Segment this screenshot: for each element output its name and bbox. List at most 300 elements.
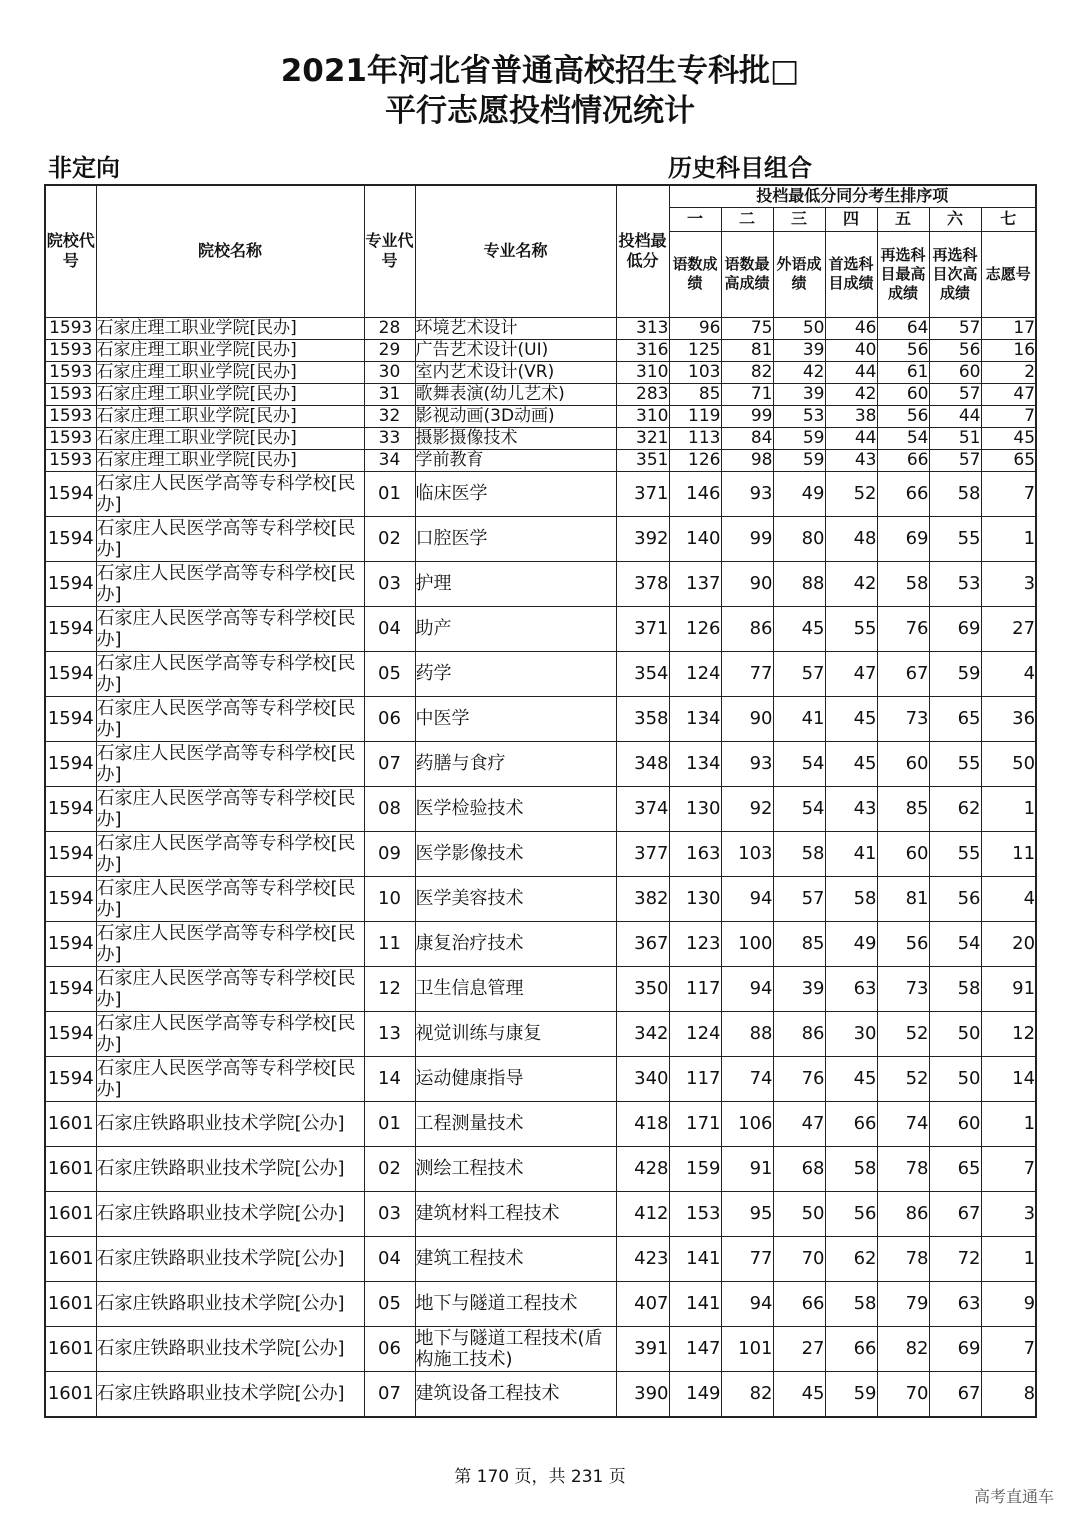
rank-value-cell: 81 [721, 339, 773, 361]
header-rank-label: 三 [773, 207, 825, 231]
school-name-cell: 石家庄铁路职业技术学院[公办] [96, 1371, 364, 1417]
table-row [45, 1146, 1036, 1191]
rank-value-cell: 85 [773, 921, 825, 966]
rank-value-cell: 85 [669, 383, 721, 405]
rank-value-cell: 55 [929, 741, 981, 786]
major-name-cell: 医学检验技术 [415, 786, 616, 831]
table-row [45, 1281, 1036, 1326]
header-rank-item: 外语成绩 [773, 231, 825, 317]
rank-value-cell: 41 [773, 696, 825, 741]
rank-value-cell: 7 [981, 1146, 1036, 1191]
rank-value-cell: 72 [929, 1236, 981, 1281]
rank-value-cell: 63 [929, 1281, 981, 1326]
major-code-cell: 31 [364, 383, 415, 405]
table-row [45, 449, 1036, 471]
rank-value-cell: 94 [721, 1281, 773, 1326]
school-name-cell: 石家庄人民医学高等专科学校[民办] [96, 561, 364, 606]
school-name-cell: 石家庄人民医学高等专科学校[民办] [96, 831, 364, 876]
major-name-cell: 药膳与食疗 [415, 741, 616, 786]
rank-value-cell: 98 [721, 449, 773, 471]
rank-value-cell: 66 [825, 1101, 877, 1146]
rank-value-cell: 58 [825, 876, 877, 921]
school-code-cell: 1594 [45, 966, 96, 1011]
major-code-cell: 08 [364, 786, 415, 831]
table-row [45, 876, 1036, 921]
major-code-cell: 28 [364, 317, 415, 339]
major-name-cell: 学前教育 [415, 449, 616, 471]
min-score-cell: 377 [616, 831, 669, 876]
major-name-cell: 广告艺术设计(UI) [415, 339, 616, 361]
rank-value-cell: 103 [721, 831, 773, 876]
table-row [45, 1371, 1036, 1417]
rank-value-cell: 39 [773, 383, 825, 405]
major-code-cell: 01 [364, 1101, 415, 1146]
major-name-cell: 康复治疗技术 [415, 921, 616, 966]
min-score-cell: 390 [616, 1371, 669, 1417]
rank-value-cell: 126 [669, 449, 721, 471]
rank-value-cell: 7 [981, 405, 1036, 427]
rank-value-cell: 65 [929, 696, 981, 741]
rank-value-cell: 67 [929, 1371, 981, 1417]
rank-value-cell: 58 [929, 966, 981, 1011]
major-code-cell: 03 [364, 561, 415, 606]
min-score-cell: 351 [616, 449, 669, 471]
rank-value-cell: 101 [721, 1326, 773, 1371]
major-code-cell: 33 [364, 427, 415, 449]
rank-value-cell: 123 [669, 921, 721, 966]
rank-value-cell: 84 [721, 427, 773, 449]
min-score-cell: 418 [616, 1101, 669, 1146]
header-rank-label: 五 [877, 207, 929, 231]
major-name-cell: 视觉训练与康复 [415, 1011, 616, 1056]
rank-value-cell: 77 [721, 651, 773, 696]
rank-value-cell: 52 [825, 471, 877, 516]
major-name-cell: 医学美容技术 [415, 876, 616, 921]
major-code-cell: 06 [364, 1326, 415, 1371]
school-code-cell: 1593 [45, 427, 96, 449]
rank-value-cell: 60 [929, 1101, 981, 1146]
rank-value-cell: 47 [773, 1101, 825, 1146]
rank-value-cell: 57 [773, 876, 825, 921]
rank-value-cell: 171 [669, 1101, 721, 1146]
rank-value-cell: 53 [929, 561, 981, 606]
header-rank-item: 再选科目次高成绩 [929, 231, 981, 317]
school-name-cell: 石家庄铁路职业技术学院[公办] [96, 1326, 364, 1371]
rank-value-cell: 54 [773, 786, 825, 831]
rank-value-cell: 74 [877, 1101, 929, 1146]
rank-value-cell: 55 [929, 831, 981, 876]
rank-value-cell: 88 [721, 1011, 773, 1056]
table-row [45, 561, 1036, 606]
major-name-cell: 建筑工程技术 [415, 1236, 616, 1281]
rank-value-cell: 44 [825, 361, 877, 383]
rank-value-cell: 58 [929, 471, 981, 516]
rank-value-cell: 134 [669, 741, 721, 786]
rank-value-cell: 49 [773, 471, 825, 516]
rank-value-cell: 74 [721, 1056, 773, 1101]
major-code-cell: 29 [364, 339, 415, 361]
rank-value-cell: 56 [877, 339, 929, 361]
school-name-cell: 石家庄人民医学高等专科学校[民办] [96, 876, 364, 921]
table-row [45, 786, 1036, 831]
table-row [45, 831, 1036, 876]
rank-value-cell: 56 [929, 339, 981, 361]
rank-value-cell: 94 [721, 966, 773, 1011]
rank-value-cell: 9 [981, 1281, 1036, 1326]
header-school-name: 院校名称 [96, 185, 364, 317]
rank-value-cell: 69 [929, 1326, 981, 1371]
page-title-line1: 2021年河北省普通高校招生专科批□ [280, 53, 800, 89]
table-row [45, 606, 1036, 651]
school-name-cell: 石家庄理工职业学院[民办] [96, 361, 364, 383]
major-name-cell: 临床医学 [415, 471, 616, 516]
table-row [45, 651, 1036, 696]
school-name-cell: 石家庄人民医学高等专科学校[民办] [96, 471, 364, 516]
rank-value-cell: 3 [981, 1191, 1036, 1236]
rank-value-cell: 54 [773, 741, 825, 786]
min-score-cell: 316 [616, 339, 669, 361]
major-name-cell: 运动健康指导 [415, 1056, 616, 1101]
min-score-cell: 428 [616, 1146, 669, 1191]
rank-value-cell: 45 [825, 741, 877, 786]
rank-value-cell: 50 [981, 741, 1036, 786]
major-code-cell: 03 [364, 1191, 415, 1236]
header-major-code: 专业代号 [364, 185, 415, 317]
rank-value-cell: 93 [721, 471, 773, 516]
rank-value-cell: 76 [877, 606, 929, 651]
rank-value-cell: 64 [877, 317, 929, 339]
major-name-cell: 建筑设备工程技术 [415, 1371, 616, 1417]
rank-value-cell: 59 [773, 427, 825, 449]
rank-value-cell: 39 [773, 339, 825, 361]
school-name-cell: 石家庄铁路职业技术学院[公办] [96, 1101, 364, 1146]
min-score-cell: 321 [616, 427, 669, 449]
school-code-cell: 1601 [45, 1101, 96, 1146]
rank-value-cell: 1 [981, 1101, 1036, 1146]
major-code-cell: 05 [364, 651, 415, 696]
rank-value-cell: 8 [981, 1371, 1036, 1417]
school-name-cell: 石家庄人民医学高等专科学校[民办] [96, 516, 364, 561]
rank-value-cell: 91 [721, 1146, 773, 1191]
school-code-cell: 1594 [45, 921, 96, 966]
rank-value-cell: 52 [877, 1011, 929, 1056]
major-code-cell: 06 [364, 696, 415, 741]
table-row [45, 921, 1036, 966]
rank-value-cell: 86 [877, 1191, 929, 1236]
major-name-cell: 地下与隧道工程技术(盾构施工技术) [415, 1326, 616, 1371]
rank-value-cell: 146 [669, 471, 721, 516]
min-score-cell: 342 [616, 1011, 669, 1056]
school-code-cell: 1594 [45, 516, 96, 561]
header-rank-label: 二 [721, 207, 773, 231]
major-code-cell: 04 [364, 1236, 415, 1281]
table-row [45, 361, 1036, 383]
rank-value-cell: 68 [773, 1146, 825, 1191]
rank-value-cell: 124 [669, 1011, 721, 1056]
rank-value-cell: 54 [929, 921, 981, 966]
rank-value-cell: 45 [981, 427, 1036, 449]
rank-value-cell: 73 [877, 696, 929, 741]
major-name-cell: 医学影像技术 [415, 831, 616, 876]
major-code-cell: 02 [364, 516, 415, 561]
header-rank-item: 语数最高成绩 [721, 231, 773, 317]
rank-value-cell: 38 [825, 405, 877, 427]
rank-value-cell: 1 [981, 516, 1036, 561]
rank-value-cell: 70 [877, 1371, 929, 1417]
rank-value-cell: 85 [877, 786, 929, 831]
school-name-cell: 石家庄人民医学高等专科学校[民办] [96, 696, 364, 741]
major-name-cell: 药学 [415, 651, 616, 696]
table-row [45, 516, 1036, 561]
table-row [45, 471, 1036, 516]
rank-value-cell: 27 [981, 606, 1036, 651]
rank-value-cell: 76 [773, 1056, 825, 1101]
rank-value-cell: 53 [773, 405, 825, 427]
rank-value-cell: 56 [877, 405, 929, 427]
rank-value-cell: 11 [981, 831, 1036, 876]
rank-value-cell: 119 [669, 405, 721, 427]
table-row [45, 427, 1036, 449]
rank-value-cell: 159 [669, 1146, 721, 1191]
school-name-cell: 石家庄理工职业学院[民办] [96, 339, 364, 361]
rank-value-cell: 99 [721, 405, 773, 427]
school-name-cell: 石家庄理工职业学院[民办] [96, 427, 364, 449]
rank-value-cell: 7 [981, 471, 1036, 516]
major-code-cell: 01 [364, 471, 415, 516]
rank-value-cell: 95 [721, 1191, 773, 1236]
rank-value-cell: 42 [773, 361, 825, 383]
rank-value-cell: 126 [669, 606, 721, 651]
rank-value-cell: 66 [773, 1281, 825, 1326]
rank-value-cell: 67 [877, 651, 929, 696]
rank-value-cell: 81 [877, 876, 929, 921]
major-code-cell: 12 [364, 966, 415, 1011]
rank-value-cell: 43 [825, 449, 877, 471]
header-tie-group: 投档最低分同分考生排序项 [669, 185, 1036, 207]
school-name-cell: 石家庄人民医学高等专科学校[民办] [96, 1056, 364, 1101]
rank-value-cell: 43 [825, 786, 877, 831]
major-code-cell: 11 [364, 921, 415, 966]
major-code-cell: 07 [364, 741, 415, 786]
rank-value-cell: 149 [669, 1371, 721, 1417]
rank-value-cell: 4 [981, 651, 1036, 696]
rank-value-cell: 44 [825, 427, 877, 449]
rank-value-cell: 99 [721, 516, 773, 561]
header-rank-label: 一 [669, 207, 721, 231]
major-name-cell: 歌舞表演(幼儿艺术) [415, 383, 616, 405]
school-name-cell: 石家庄人民医学高等专科学校[民办] [96, 651, 364, 696]
major-name-cell: 助产 [415, 606, 616, 651]
rank-value-cell: 88 [773, 561, 825, 606]
rank-value-cell: 54 [877, 427, 929, 449]
table-row [45, 696, 1036, 741]
table-row [45, 1011, 1036, 1056]
rank-value-cell: 94 [721, 876, 773, 921]
major-code-cell: 14 [364, 1056, 415, 1101]
rank-value-cell: 50 [929, 1056, 981, 1101]
rank-value-cell: 45 [825, 1056, 877, 1101]
rank-value-cell: 117 [669, 1056, 721, 1101]
school-code-cell: 1601 [45, 1326, 96, 1371]
school-code-cell: 1594 [45, 1056, 96, 1101]
rank-value-cell: 79 [877, 1281, 929, 1326]
rank-value-cell: 78 [877, 1236, 929, 1281]
school-code-cell: 1594 [45, 786, 96, 831]
major-name-cell: 中医学 [415, 696, 616, 741]
rank-value-cell: 58 [773, 831, 825, 876]
school-name-cell: 石家庄铁路职业技术学院[公办] [96, 1146, 364, 1191]
rank-value-cell: 130 [669, 786, 721, 831]
min-score-cell: 367 [616, 921, 669, 966]
rank-value-cell: 73 [877, 966, 929, 1011]
min-score-cell: 310 [616, 405, 669, 427]
min-score-cell: 283 [616, 383, 669, 405]
table-row [45, 1326, 1036, 1371]
header-rank-item: 语数成绩 [669, 231, 721, 317]
major-code-cell: 13 [364, 1011, 415, 1056]
min-score-cell: 374 [616, 786, 669, 831]
rank-value-cell: 86 [721, 606, 773, 651]
rank-value-cell: 70 [773, 1236, 825, 1281]
school-name-cell: 石家庄人民医学高等专科学校[民办] [96, 921, 364, 966]
rank-value-cell: 66 [877, 449, 929, 471]
rank-value-cell: 86 [773, 1011, 825, 1056]
school-name-cell: 石家庄理工职业学院[民办] [96, 317, 364, 339]
school-name-cell: 石家庄铁路职业技术学院[公办] [96, 1191, 364, 1236]
school-name-cell: 石家庄人民医学高等专科学校[民办] [96, 606, 364, 651]
rank-value-cell: 47 [981, 383, 1036, 405]
page-footer: 第 170 页，共 231 页 [454, 1467, 626, 1487]
rank-value-cell: 92 [721, 786, 773, 831]
subtitle-right: 历史科目组合 [668, 154, 812, 182]
major-code-cell: 09 [364, 831, 415, 876]
rank-value-cell: 67 [929, 1191, 981, 1236]
major-name-cell: 摄影摄像技术 [415, 427, 616, 449]
rank-value-cell: 1 [981, 1236, 1036, 1281]
school-name-cell: 石家庄理工职业学院[民办] [96, 405, 364, 427]
major-code-cell: 34 [364, 449, 415, 471]
school-code-cell: 1601 [45, 1371, 96, 1417]
school-code-cell: 1601 [45, 1236, 96, 1281]
school-code-cell: 1593 [45, 449, 96, 471]
rank-value-cell: 124 [669, 651, 721, 696]
rank-value-cell: 140 [669, 516, 721, 561]
header-rank-item: 再选科目最高成绩 [877, 231, 929, 317]
rank-value-cell: 62 [825, 1236, 877, 1281]
rank-value-cell: 134 [669, 696, 721, 741]
major-code-cell: 10 [364, 876, 415, 921]
rank-value-cell: 82 [721, 1371, 773, 1417]
table-row [45, 339, 1036, 361]
rank-value-cell: 50 [773, 317, 825, 339]
rank-value-cell: 69 [929, 606, 981, 651]
table-row [45, 383, 1036, 405]
rank-value-cell: 103 [669, 361, 721, 383]
rank-value-cell: 60 [877, 741, 929, 786]
rank-value-cell: 153 [669, 1191, 721, 1236]
rank-value-cell: 42 [825, 561, 877, 606]
rank-value-cell: 55 [825, 606, 877, 651]
school-code-cell: 1594 [45, 471, 96, 516]
rank-value-cell: 65 [929, 1146, 981, 1191]
school-code-cell: 1594 [45, 1011, 96, 1056]
header-school-code: 院校代号 [45, 185, 96, 317]
rank-value-cell: 45 [773, 606, 825, 651]
min-score-cell: 391 [616, 1326, 669, 1371]
major-name-cell: 室内艺术设计(VR) [415, 361, 616, 383]
table-row [45, 405, 1036, 427]
min-score-cell: 310 [616, 361, 669, 383]
rank-value-cell: 96 [669, 317, 721, 339]
table-row [45, 1236, 1036, 1281]
school-name-cell: 石家庄理工职业学院[民办] [96, 449, 364, 471]
min-score-cell: 371 [616, 606, 669, 651]
rank-value-cell: 82 [877, 1326, 929, 1371]
rank-value-cell: 1 [981, 786, 1036, 831]
rank-value-cell: 56 [825, 1191, 877, 1236]
rank-value-cell: 44 [929, 405, 981, 427]
major-name-cell: 建筑材料工程技术 [415, 1191, 616, 1236]
min-score-cell: 423 [616, 1236, 669, 1281]
rank-value-cell: 48 [825, 516, 877, 561]
header-rank-label: 六 [929, 207, 981, 231]
rank-value-cell: 47 [825, 651, 877, 696]
rank-value-cell: 57 [929, 383, 981, 405]
school-code-cell: 1601 [45, 1146, 96, 1191]
major-name-cell: 测绘工程技术 [415, 1146, 616, 1191]
rank-value-cell: 69 [877, 516, 929, 561]
rank-value-cell: 27 [773, 1326, 825, 1371]
rank-value-cell: 90 [721, 561, 773, 606]
header-rank-label: 七 [981, 207, 1036, 231]
rank-value-cell: 57 [773, 651, 825, 696]
rank-value-cell: 63 [825, 966, 877, 1011]
rank-value-cell: 58 [877, 561, 929, 606]
rank-value-cell: 62 [929, 786, 981, 831]
rank-value-cell: 60 [929, 361, 981, 383]
rank-value-cell: 4 [981, 876, 1036, 921]
min-score-cell: 371 [616, 471, 669, 516]
header-min-score: 投档最低分 [616, 185, 669, 317]
major-code-cell: 30 [364, 361, 415, 383]
rank-value-cell: 52 [877, 1056, 929, 1101]
rank-value-cell: 51 [929, 427, 981, 449]
rank-value-cell: 16 [981, 339, 1036, 361]
major-code-cell: 04 [364, 606, 415, 651]
table-row [45, 317, 1036, 339]
subtitle-left: 非定向 [48, 154, 120, 182]
rank-value-cell: 163 [669, 831, 721, 876]
school-name-cell: 石家庄人民医学高等专科学校[民办] [96, 741, 364, 786]
rank-value-cell: 77 [721, 1236, 773, 1281]
rank-value-cell: 45 [825, 696, 877, 741]
school-name-cell: 石家庄人民医学高等专科学校[民办] [96, 786, 364, 831]
school-code-cell: 1593 [45, 383, 96, 405]
rank-value-cell: 14 [981, 1056, 1036, 1101]
rank-value-cell: 66 [877, 471, 929, 516]
table-row [45, 741, 1036, 786]
rank-value-cell: 113 [669, 427, 721, 449]
rank-value-cell: 125 [669, 339, 721, 361]
rank-value-cell: 56 [877, 921, 929, 966]
rank-value-cell: 42 [825, 383, 877, 405]
table-row [45, 1101, 1036, 1146]
rank-value-cell: 117 [669, 966, 721, 1011]
rank-value-cell: 61 [877, 361, 929, 383]
rank-value-cell: 50 [773, 1191, 825, 1236]
min-score-cell: 348 [616, 741, 669, 786]
school-name-cell: 石家庄铁路职业技术学院[公办] [96, 1236, 364, 1281]
